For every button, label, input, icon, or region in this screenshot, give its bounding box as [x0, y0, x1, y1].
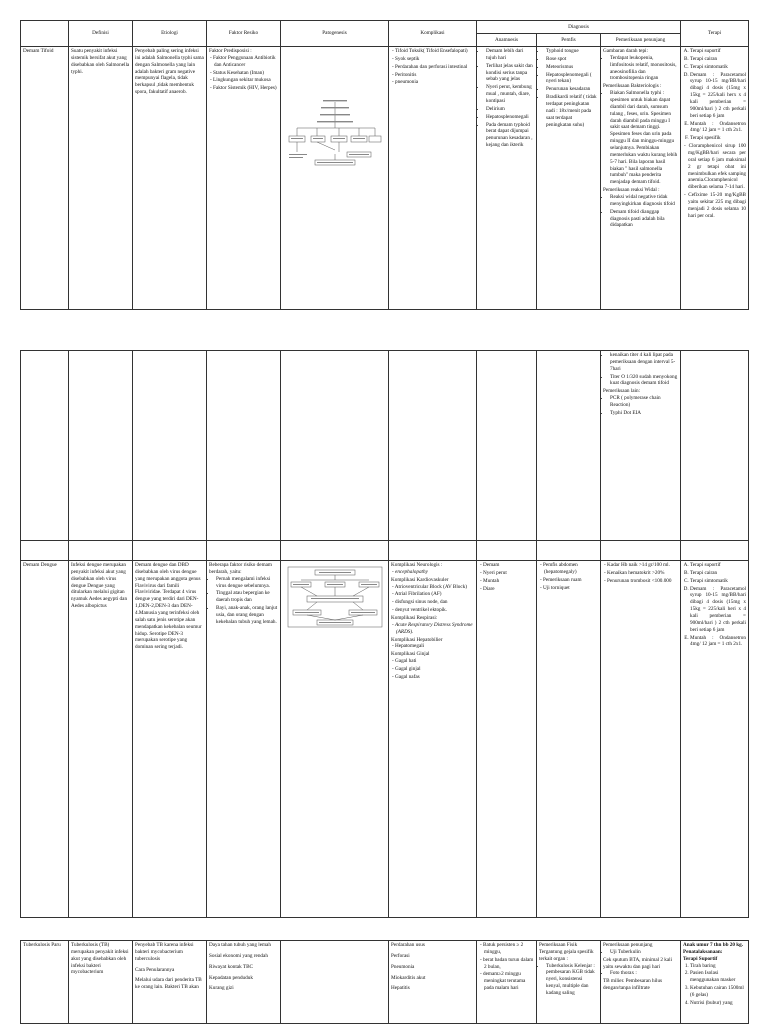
- list-item: - Pemeriksaan ruam: [544, 577, 598, 584]
- list-item: - encephalopathy: [396, 569, 474, 576]
- paragraph: Sosial ekonomi yang rendah: [209, 952, 268, 959]
- tifoid-definisi: Suatu penyakit infeksi sistemik bersifat akut yang disebabkan oleh Salmonella typhi.: [69, 47, 133, 310]
- list-item: • Bradikardi relatif ( tidak terdapat peningkatan nadi : 18x/menit pada saat terdapat peningkatan suhu): [546, 94, 598, 128]
- list-item: - Gagal hati: [396, 658, 474, 665]
- list-item: - Pemfis abdomen (hepatomegaly): [544, 562, 598, 576]
- list-item: - Kenaikan hematokrit >20%: [608, 570, 678, 577]
- list-item: • Typhi Dot EIA: [610, 410, 678, 417]
- dengue-etiologi: Demam dengue dan DBD disebabkan oleh virus dengue yang merupakan anggota genus Flavivirus dari famili Flaviviridae. Terdapat 4 virus dengue yang terdiri dari DEN-1,DEN-2,DEN-3 dan DEN-4.Manusia yang terinfeksi oleh salah satu jenis serotipe akan mendapatkan kekebalan seumur hidup. Serotipe DEN-3 merupakan serotipe yang dominan sering terjadi.: [133, 561, 207, 918]
- list-item: - Uji torniquet: [544, 585, 598, 592]
- list-item: • PCR ( polymerase chain Reaction): [610, 395, 678, 409]
- list-item: • Penurunan kesadaran: [546, 86, 598, 93]
- tifoid-faktor-list: [209, 55, 278, 92]
- tb-pemfis: Pemeriksaan Fisik Tergantung gejala spesifik terkait organ : • Tuberkulosis Kelenjar : pembesaran KGB tidak nyeri, konsistensi kenyal, multiple dan kadang saling: [537, 941, 601, 1024]
- paragraph: Pneumonia: [391, 963, 415, 970]
- list-item: - Acute Respiratory Distress Syndrome (ARDS).: [396, 622, 474, 636]
- list-item: D. Demam : Paracetamol syrup 10-15 mg/BB/hari dibagi 4 dosis (15mg x 15kg = 225/kali heri x 4 kali pemberian = 900ml/hari ) 2 cth perkali beri setiap 6 jam: [690, 586, 746, 634]
- paragraph: Kurang gizi: [209, 985, 234, 992]
- pathogenesis-flow-diagram: [287, 98, 383, 166]
- header-penunjang: Pemeriksaan penunjang: [601, 34, 681, 47]
- dengue-pemfis: [537, 561, 601, 918]
- list-item: • Tuberkulosis Kelenjar : pembesaran KGB tidak nyeri, konsistensi kenyal, multiple dan kadang saling: [546, 963, 598, 997]
- tb-penunjang: Pemeriksaan penunjang • Uji Tuberkulin Cek sputum BTA, minimal 2 kali yaitu sewaktu dan pagi hari • Foto thorax : TB milier. Pembesaran hilus dengan/tanpa infiltrate: [601, 941, 681, 1024]
- list-item: 1. Tirah baring: [690, 963, 746, 970]
- list-item: • Uji Tuberkulin: [610, 949, 678, 956]
- list-item: • Delirium: [486, 106, 534, 113]
- tifoid-anamnesis: [477, 47, 537, 310]
- tifoid-patogenesis: [281, 47, 389, 310]
- tifoid-etiologi: Penyebab paling sering infeksi ini adalah Salmonella typhi sama dengan Salmonella yang lain adalah bakteri gram negative mempunyai flagela, tidak berkapsul ,tidak membentuk spora, fakultatif anaerob.: [133, 47, 207, 310]
- paragraph: Miokarditis akut: [391, 974, 426, 981]
- list-item: D. Demam : Paracetamol syrup 10-15 mg/BB/hari dibagi 4 dosis (15mg x 15kg = 225/kali herx x 4 kali pemberian = 900ml/hari ) 2 cth perkali beri setiap 6 jam: [690, 72, 746, 120]
- list-item: - Atrioventricular Block (AV Block): [396, 584, 474, 591]
- tb-etiologi: [133, 941, 207, 1024]
- dengue-pathogenesis-diagram: [287, 566, 383, 628]
- list-item: - Cloramphenicol sirup 100 mg/KgBB/hari secara per oral setiap 6 jam maksimal 2 gr tetapi obat ini menimbulkan efek samping anemia.Cloramphenicol diberikan selama 7-14 hari.: [688, 143, 746, 191]
- list-item: F. Terapi spesifik: [690, 135, 746, 142]
- header-penyakit: [21, 21, 69, 47]
- list-item: - Diare: [484, 586, 534, 593]
- list-item: - demam≥2 minggu meningkat terutama pada malam hari: [484, 971, 534, 992]
- tifoid-name: Demam Tifoid: [21, 47, 69, 310]
- list-item: 2. Pasien Isolasi menggunakan masker: [690, 970, 746, 984]
- table-dengue: [20, 350, 749, 918]
- list-item: • Hepatosplenomegali: [486, 114, 534, 121]
- tb-name: Tuberkulosis Paru: [21, 941, 69, 1024]
- dengue-name: Demam Dengue: [21, 561, 69, 918]
- list-item: • Reaksi widal negative tidak menyingkirkan diagnosis tifoid: [610, 194, 678, 208]
- paragraph: Cara Penularannya: [135, 966, 175, 973]
- header-definisi: Definisi: [69, 21, 133, 47]
- paragraph: Daya tahan tubuh yang lemah: [209, 942, 271, 948]
- header-diagnosis: Diagnosis: [477, 21, 681, 34]
- tb-anamnesis: [477, 941, 537, 1024]
- paragraph: Hepatitis: [391, 985, 410, 992]
- tifoid-faktor: Faktor Predisposisi : - Faktor Penggunaan Antibiotik dan Anticancer - Status Kesehatan (Iman) - Lingkungan sekitar mukosa - Faktor Sistemik (HIV, Herpes): [207, 47, 281, 310]
- list-item: - Batuk persisten ≥ 2 minggu,: [484, 942, 534, 956]
- list-item: 4. Nutrisi (bubur) yang: [690, 1000, 746, 1007]
- list-item: C. Terapi simtomatik: [690, 578, 746, 585]
- list-item: • Demam lebih dari tujuh hari: [486, 48, 534, 62]
- list-item: • Foto thorax :: [610, 970, 678, 977]
- tifoid-pemfis: [537, 47, 601, 310]
- list-item: 3. Kebutuhan cairan 1500ml (6 gelas): [690, 985, 746, 999]
- dengue-terapi: [681, 561, 749, 918]
- tb-definisi: Tuberkulosis (TB) merupakan penyakit infeksi akut yang disebabkan oleh infeksi bakteri mycobacterium: [69, 941, 133, 1024]
- paragraph: Penyebab TB karena infeksi bakteri mycobacterium tuberculosis: [135, 942, 194, 962]
- list-item: - denyut ventrikel ektopik.: [396, 607, 474, 614]
- list-item: - Muntah: [484, 578, 534, 585]
- list-item: E. Muntah : Ondansetron 4mg/ 12 jam = 1 cth 2x1.: [690, 635, 746, 649]
- list-item: • Demam tifoid dianggap diagnosis pasti adalah bila didapatkan: [610, 209, 678, 230]
- list-item: - Gagal ginjal: [396, 666, 474, 673]
- header-etiologi: Etiologi: [133, 21, 207, 47]
- list-item: - Gagal nafas: [396, 674, 474, 681]
- list-item: - Nyeri perut: [484, 570, 534, 577]
- list-item: - Penurunan trombosit <100.000: [608, 578, 678, 585]
- list-item: • Titer O 1/320 sudah menyokong kuat diagnosis demam tifoid: [610, 374, 678, 388]
- dengue-komplikasi: Komplikasi Neurologis : - encephalopathy Komplikasi Kardiovaskuler - Atrioventricular Block (AV Block) - Atrial Fibrilation (AF) - disfungsi sinus node, dan - denyut ventrikel ektopik. Komplikasi Respirasi: - Acute Respiratory Distress Syndrome (ARDS). Komplikasi Hepatobilier - Hepatomegali Komplikasi Ginjal - Gagal hati - Gagal ginjal - Gagal nafas: [389, 561, 477, 918]
- tb-terapi: Anak umur 7 thn bb 20 kg. Penatalaksanaan: Terapi Suportif 1. Tirah baring 2. Pasien Isolasi menggunakan masker 3. Kebutuhan cairan 1500ml (6 gelas) 4. Nutrisi (bubur) yang: [681, 941, 749, 1024]
- dengue-faktor: Beberapa faktor risiko demam berdarah, yaitu: • Pernah mengalami infeksi virus dengue sebelumnya. • Tinggal atau bepergian ke daerah tropis dan • Bayi, anak-anak, orang lanjut usia, dan orang dengan kekebalan tubuh yang lemah.: [207, 561, 281, 918]
- list-item: • Terlihat jelas sakit dan kondisi serius tanpa sebab yang jelas: [486, 63, 534, 84]
- list-item: • Pada demam typhoid berat dapat dijumpai penurunan kesadaran , kejang dan ikterik: [486, 122, 534, 149]
- list-item: - Atrial Fibrilation (AF): [396, 591, 474, 598]
- list-item: - pneumonia: [396, 79, 474, 86]
- list-item: B. Terapi cairan: [690, 570, 746, 577]
- paragraph: Riwayat kontak TBC: [209, 963, 253, 970]
- header-faktor: Faktor Resiko: [207, 21, 281, 47]
- header-terapi: Terapi: [681, 21, 749, 47]
- tb-faktor: [207, 941, 281, 1024]
- list-item: - Lingkungan sekitar mukosa: [214, 77, 278, 84]
- list-item: - Syok septik: [396, 56, 474, 63]
- list-item: • kenaikan titer 4 kali lipat pada pemeriksaan dengan interval 5-7hari: [610, 352, 678, 373]
- header-patogenesis: Patogenesis: [281, 21, 389, 47]
- dengue-anamnesis: [477, 561, 537, 918]
- header-anamnesis: Anamnesis: [477, 34, 537, 47]
- list-item: • Meteorismus: [546, 64, 598, 71]
- list-item: A. Terapi suportif: [690, 48, 746, 55]
- list-item: - Tifoid Toksik( Tifoid Ensefalopati): [396, 48, 474, 55]
- list-item: • Bayi, anak-anak, orang lanjut usia, dan orang dengan kekebalan tubuh yang lemah.: [216, 605, 278, 626]
- list-item: • Rose spot: [546, 56, 598, 63]
- list-item: - Faktor Sistemik (HIV, Herpes): [214, 85, 278, 92]
- list-item: - Cefixime 15-20 mg/KgBB yaitu sekitar 225 mg dibagi menjadi 2 dosis selama 10 hari per oral.: [688, 192, 746, 219]
- list-item: - Perdarahan dan perforasi intestinal: [396, 64, 474, 71]
- list-item: • Biakan Salmonella typhi : spesimen untuk biakan dapat diambil dari darah, sumsum tulang , feses, urin. Spesimen darah diambil pada minggu I sakit saat demam tinggi. Spesimen feses dan urin pada minggu II dan minggu-minggu selanjutnya. Pembiakan memerlukan waktu kurang lebih 5-7 hari. Bila laporan hasil biakan " hasil salmonella tumbuh" maka penderita menjadap demam tifoid.: [610, 90, 678, 186]
- list-item: - Status Kesehatan (Iman): [214, 70, 278, 77]
- list-item: - Kadar Hb naik >14 gr/100 ml.: [608, 562, 678, 569]
- tifoid-penunjang: Gambaran darah tepi: • Terdapat leukopenia, limfositosis relatif, monositosis, aneosinofilia dan trombositopenia ringan Pemeriksaan Bakteriologis : • Biakan Salmonella typhi : spesimen untuk biakan dapat diambil dari darah, sumsum tulang , feses, urin. Spesimen darah diambil pada minggu I sakit saat demam tinggi. Spesimen feses dan urin pada minggu II dan minggu-minggu selanjutnya. Pembiakan memerlukan waktu kurang lebih 5-7 hari. Bila laporan hasil biakan " hasil salmonella tumbuh" maka penderita menjadap demam tifoid. Pemeriksaan reaksi Widal : • Reaksi widal negative tidak menyingkirkan diagnosis tifoid • Demam tifoid dianggap diagnosis pasti adalah bila didapatkan: [601, 47, 681, 310]
- paragraph: Melalui udara dari penderita TB ke orang lain. Bakteri TB akan: [135, 977, 202, 991]
- tifoid-cont-penunjang: • kenaikan titer 4 kali lipat pada pemeriksaan dengan interval 5-7hari • Titer O 1/320 sudah menyokong kuat diagnosis demam tifoid Pemeriksaan lain: • PCR ( polymerase chain Reaction) • Typhi Dot EIA: [601, 351, 681, 541]
- tifoid-komplikasi: [389, 47, 477, 310]
- list-item: E. Muntah : Ondansetron 4mg/ 12 jam = 1 cth 2x1.: [690, 121, 746, 135]
- list-item: • Hepatosplenomegali ( nyeri tekan): [546, 72, 598, 86]
- header-pemfis: Pemfis: [537, 34, 601, 47]
- tifoid-terapi: [681, 47, 749, 310]
- dengue-definisi: Infeksi dengue merupakan penyakit infeksi akut yang disebabkan oleh virus dengue Dengue yang ditularkan melalui gigitan nyamuk Aedes aegypti dan Aedes albopictus: [69, 561, 133, 918]
- list-item: - Demam: [484, 562, 534, 569]
- dengue-patogenesis: [281, 561, 389, 918]
- table-tb: [20, 940, 749, 1024]
- tb-komplikasi: [389, 941, 477, 1024]
- paragraph: Kepadatan penduduk: [209, 974, 253, 981]
- list-item: • Nyeri perut, kembung mual , muntah, diare, kontipasi: [486, 84, 534, 105]
- list-item: • Pernah mengalami infeksi virus dengue sebelumnya.: [216, 576, 278, 590]
- list-item: C. Terapi simtomatik: [690, 64, 746, 71]
- dengue-penunjang: [601, 561, 681, 918]
- list-item: - disfungsi sinus node, dan: [396, 599, 474, 606]
- list-item: - Faktor Penggunaan Antibiotik dan Anticancer: [214, 55, 278, 69]
- list-item: - Peritonitis: [396, 72, 474, 79]
- header-komplikasi: Komplikasi: [389, 21, 477, 47]
- list-item: • Tinggal atau bepergian ke daerah tropis dan: [216, 590, 278, 604]
- list-item: • Terdapat leukopenia, limfositosis relatif, monositosis, aneosinofilia dan trombositopenia ringan: [610, 55, 678, 82]
- paragraph: Perdarahan usus: [391, 942, 425, 948]
- list-item: A. Terapi suportif: [690, 562, 746, 569]
- list-item: - Hepatomegali: [396, 643, 474, 650]
- list-item: B. Terapi cairan: [690, 56, 746, 63]
- list-item: • Typhoid tongue: [546, 48, 598, 55]
- paragraph: Perforasi: [391, 952, 410, 959]
- list-item: - berat badan turun dalam 2 bulan,: [484, 957, 534, 971]
- table-tifoid: [20, 20, 749, 310]
